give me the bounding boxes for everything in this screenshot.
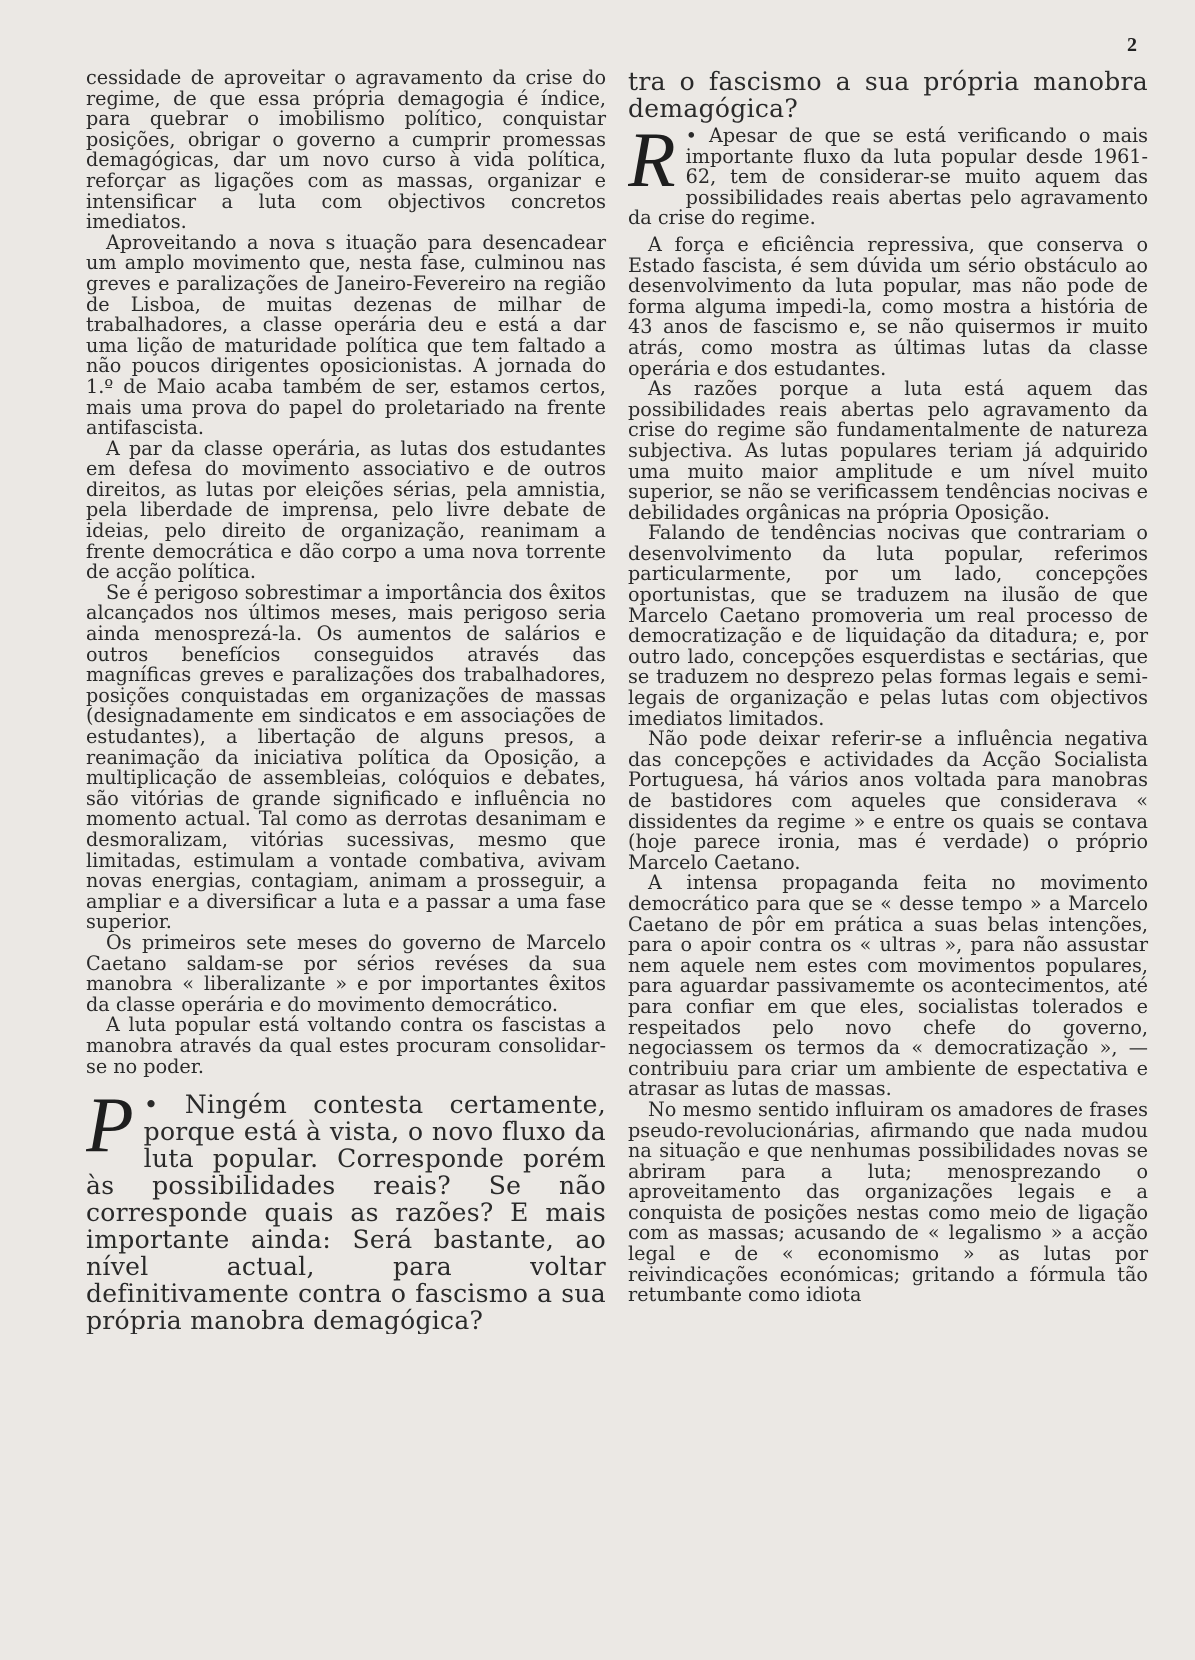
paragraph: As razões porque a luta está aquem das possibilidades reais abertas pelo agravamento da crise do regime são fundamentalmente de natureza subjectiva. As lutas populares teriam já adquirido uma muito maior amplitude e um nível muito superior, se não se verificassem tendências nocivas e debilidades orgânicas na própria Oposição. — [628, 377, 1148, 524]
paragraph: A intensa propaganda feita no movimento democrático para que se « desse tempo » a Marcelo Caetano de pôr em prática a suas belas intenções, para o apoir contra os « ultras », para não assustar nem aquele nem estes com movimentos populares, para aguardar passivamemte os acontecimentos, até para confiar em que eles, socialistas tolerados e respeitados pelo novo chefe do governo, negociassem os termos da « democratização », — contribuiu para criar um ambiente de espectativa e atrasar as lutas de massas. — [628, 871, 1148, 1101]
page-number: 2 — [1127, 34, 1137, 56]
question-continuation: tra o fascismo a sua própria manobra demagógica? — [628, 67, 1148, 123]
paragraph: A força e eficiência repressiva, que conserva o Estado fascista, é sem dúvida um sério obstáculo ao desenvolvimento da luta popular, mas não pode de forma alguma impedi-la, como mostra a história de 43 anos de fascismo e, se não quisermos ir muito atrás, como mostra as últimas lutas da classe operária e dos estudantes. — [628, 232, 1148, 380]
question-block — [86, 1091, 606, 1334]
answer-initial: R — [628, 126, 676, 203]
answer-text: • Apesar de que se está verificando o mais importante fluxo da luta popular desde 1961-62, tem de considerar-se muito aquem das possibilidades reais abertas pelo agravamento da crise do regime. — [628, 126, 1148, 229]
question-initial: P — [86, 1091, 134, 1169]
question-text: • Ningém contesta certamente, porque está à vista, o novo fluxo da luta popular. Corresponde porém às possibilidades reais? Se não corresponde quais as razões? E mais importante ainda: Será bastante, ao nível actual, para voltar definitivamente contra o fascismo a sua própria manobra demagógica? — [86, 1091, 606, 1335]
paragraph: Não pode deixar referir-se a influência negativa das concepções e actividades da Acção Socialista Portuguesa, há vários anos voltada para manobras de bastidores com aqueles que considerava « dissidentes da regime » e entre os quais se contava (hoje parece ironia, mas é verdade) o próprio Marcelo Caetano. — [628, 727, 1148, 874]
left-column — [86, 68, 606, 1340]
right-column — [628, 68, 1148, 1306]
paragraph: A par da classe operária, as lutas dos estudantes em defesa do movimento associativo e de outros direitos, as lutas por eleições sérias, pela amnistia, pela liberdade de imprensa, pelo livre debate de ideias, pelo direito de organização, reanimam a frente democrática e dão corpo a uma nova torrente de acção política. — [86, 436, 606, 584]
paragraph: Aproveitando a nova s ituação para desencadear um amplo movimento que, nesta fase, culminou nas greves e paralizações de Janeiro-Fevereiro na região de Lisboa, de muitas dezenas de milhar de trabalhadores, a classe operária deu e está a dar uma lição de maturidade política que tem faltado a não poucos dirigentes oposicionistas. A jornada do 1.º de Maio acaba também de ser, estamos certos, mais uma prova do papel do proletariado na frente antifascista. — [86, 230, 606, 440]
answer-block — [628, 126, 1148, 229]
paragraph: cessidade de aproveitar o agravamento da crise do regime, de que essa própria demagogia é índice, para quebrar o imobilismo político, conquistar posições, obrigar o governo a cumprir promessas demagógicas, dar um novo curso à vida política, reforçar as ligações com as massas, organizar e intensificar a luta com objectivos concretos imediatos. — [86, 66, 606, 234]
paragraph: Falando de tendências nocivas que contrariam o desenvolvimento da luta popular, referimos particularmente, por um lado, concepções oportunistas, que se traduzem na ilusão de que Marcelo Caetano promoveria um real processo de democratização e de liquidação da ditadura; e, por outro lado, concepções esquerdistas e sectárias, que se traduzem no desprezo pelas formas legais e semi-legais de organização e pelas lutas com objectivos imediatos limitados. — [628, 521, 1148, 730]
paragraph: A luta popular está voltando contra os fascistas a manobra através da qual estes procuram consolidar-se no poder. — [86, 1013, 606, 1078]
paragraph: Os primeiros sete meses do governo de Marcelo Caetano saldam-se por sérios revéses da sua manobra « liberalizante » e por importantes êxitos da classe operária e do movimento democrático. — [86, 930, 606, 1016]
paragraph: Se é perigoso sobrestimar a importância dos êxitos alcançados nos últimos meses, mais perigoso seria ainda menosprezá-la. Os aumentos de salários e outros benefícios conseguidos através das magníficas greves e paralizações dos trabalhadores, posições conquistadas em organizações de massas (designadamente em sindicatos e em associações de estudantes), a libertação de alguns presos, a reanimação da iniciativa política da Oposição, a multiplicação de assembleias, colóquios e debates, são vitórias de grande significado e influência no momento actual. Tal como as derrotas desanimam e desmoralizam, vitórias sucessivas, mesmo que limitadas, estimulam a vontade combativa, avivam novas energias, contagiam, animam a prosseguir, a ampliar e a diversificar a luta e a passar a uma fase superior. — [86, 580, 606, 934]
paragraph: No mesmo sentido influiram os amadores de frases pseudo-revolucionárias, afirmando que nada mudou na situação e que nenhumas possibilidades novas se abriram para a luta; menosprezando o aproveitamento das organizações legais e a conquista de posições nestas como meio de ligação com as massas; acusando de « legalismo » a acção legal e de « economismo » as lutas por reivindicações económicas; gritando a fórmula tão retumbante como idiota — [628, 1097, 1148, 1307]
